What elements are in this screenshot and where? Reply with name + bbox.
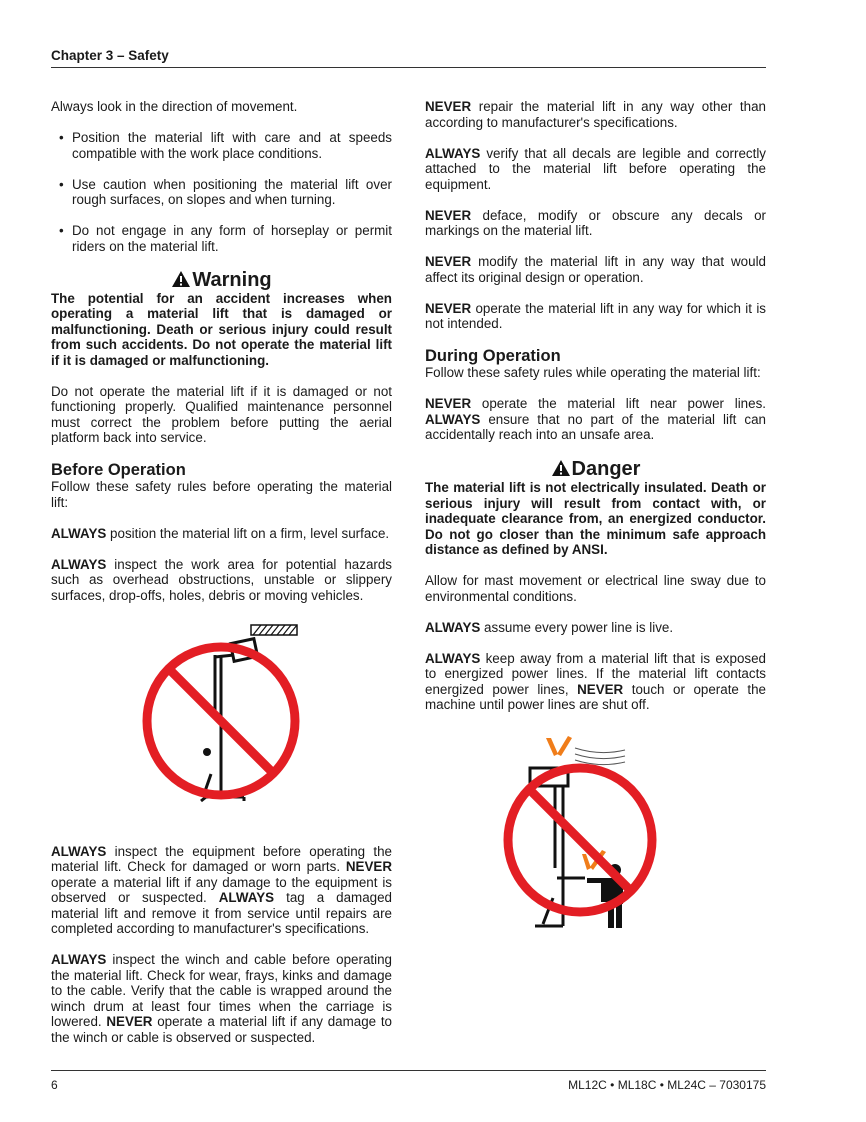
rule-assume-live: ALWAYS assume every power line is live. — [425, 619, 674, 635]
rule-never-modify: NEVER modify the material lift in any way that would affect its original design or operation. — [425, 254, 766, 285]
overhead-obstruction-prohibition-illustration — [51, 619, 392, 829]
before-rule-hazards: ALWAYS inspect the work area for potential hazards such as overhead obstructions, unstable or slippery surfaces, drop-offs, holes, debris or moving vehicles. — [51, 556, 392, 603]
rule-never-misuse: NEVER operate the material lift in any way for which it is not intended. — [425, 300, 766, 331]
warning-title-text: Warning — [192, 268, 272, 291]
page-number: 6 — [51, 1078, 58, 1092]
rule-keep-away: ALWAYS keep away from a material lift that is exposed to energized power lines. If the material lift contacts energized power lines, NEVER touch or operate the machine until power lines are shut off. — [425, 650, 766, 712]
inspect-winch-paragraph: ALWAYS inspect the winch and cable before operating the material lift. Check for wear, frays, kinks and damage to the cable. Verify that the cable is wrapped around the winch drum at least four times when the carriage is lowered. NEVER operate a material lift if any damage to the winch or cable is observed or suspected. — [51, 952, 392, 1045]
rule-never-deface: NEVER deface, modify or obscure any decals or markings on the material lift. — [425, 207, 766, 238]
bullet-item: • Use caution when positioning the material lift over rough surfaces, on slopes and when turning. — [51, 177, 392, 208]
during-operation-intro: Follow these safety rules while operating the material lift: — [425, 365, 761, 380]
inspect-equipment-paragraph: ALWAYS inspect the equipment before operating the material lift. Check for damaged or worn parts. NEVER operate a material lift if any damage to the equipment is observed or suspected. ALWAYS tag a damaged material lift and remove it from service until repairs are completed according to manufacturer's specifications. — [51, 843, 392, 936]
before-rule-surface: ALWAYS position the material lift on a firm, level surface. — [51, 525, 390, 541]
intro-text: Always look in the direction of movement. — [51, 99, 298, 114]
danger-title — [425, 458, 766, 480]
safety-bullet-list — [51, 130, 392, 254]
rule-mast-sway: Allow for mast movement or electrical line sway due to environmental conditions. — [425, 573, 766, 604]
danger-triangle-icon — [551, 459, 571, 477]
chapter-header: Chapter 3 – Safety — [51, 48, 169, 63]
before-operation-heading: Before Operation — [51, 461, 186, 479]
rule-never-repair: NEVER repair the material lift in any way other than according to manufacturer's specifications. — [425, 99, 766, 130]
right-column — [425, 99, 766, 943]
header-rule — [51, 67, 766, 68]
damaged-paragraph: Do not operate the material lift if it is damaged or not functioning properly. Qualified maintenance personnel must correct the problem before putting the aerial platform back into service. — [51, 383, 392, 445]
rule-power-lines: NEVER operate the material lift near power lines. ALWAYS ensure that no part of the material lift can accidentally reach into an unsafe area. — [425, 396, 766, 442]
bullet-item: • Do not engage in any form of horseplay or permit riders on the material lift. — [51, 223, 392, 254]
warning-title — [51, 269, 392, 291]
footer-rule — [51, 1070, 766, 1071]
rule-always-decals: ALWAYS verify that all decals are legible and correctly attached to the material lift before operating the equipment. — [425, 145, 766, 192]
warning-triangle-icon — [171, 270, 191, 288]
left-column — [51, 99, 392, 1061]
bullet-item: • Position the material lift with care and at speeds compatible with the work place conditions. — [51, 130, 392, 161]
danger-title-text: Danger — [571, 458, 641, 480]
model-numbers: ML12C • ML18C • ML24C – 7030175 — [568, 1078, 766, 1092]
power-line-prohibition-illustration — [425, 728, 766, 928]
before-operation-intro: Follow these safety rules before operating the material lift: — [51, 479, 392, 510]
warning-body: The potential for an accident increases when operating a material lift that is damaged or malfunctioning. Death or serious injury could result from such accidents. Do not operate the material lift if it is damaged or malfunctioning. — [51, 290, 392, 368]
during-operation-heading: During Operation — [425, 347, 561, 365]
danger-body: The material lift is not electrically insulated. Death or serious injury will result from contact with, or inadequate clearance from, an energized conductor. Do not go closer than the minimum safe approach distance as defined by ANSI. — [425, 480, 766, 557]
